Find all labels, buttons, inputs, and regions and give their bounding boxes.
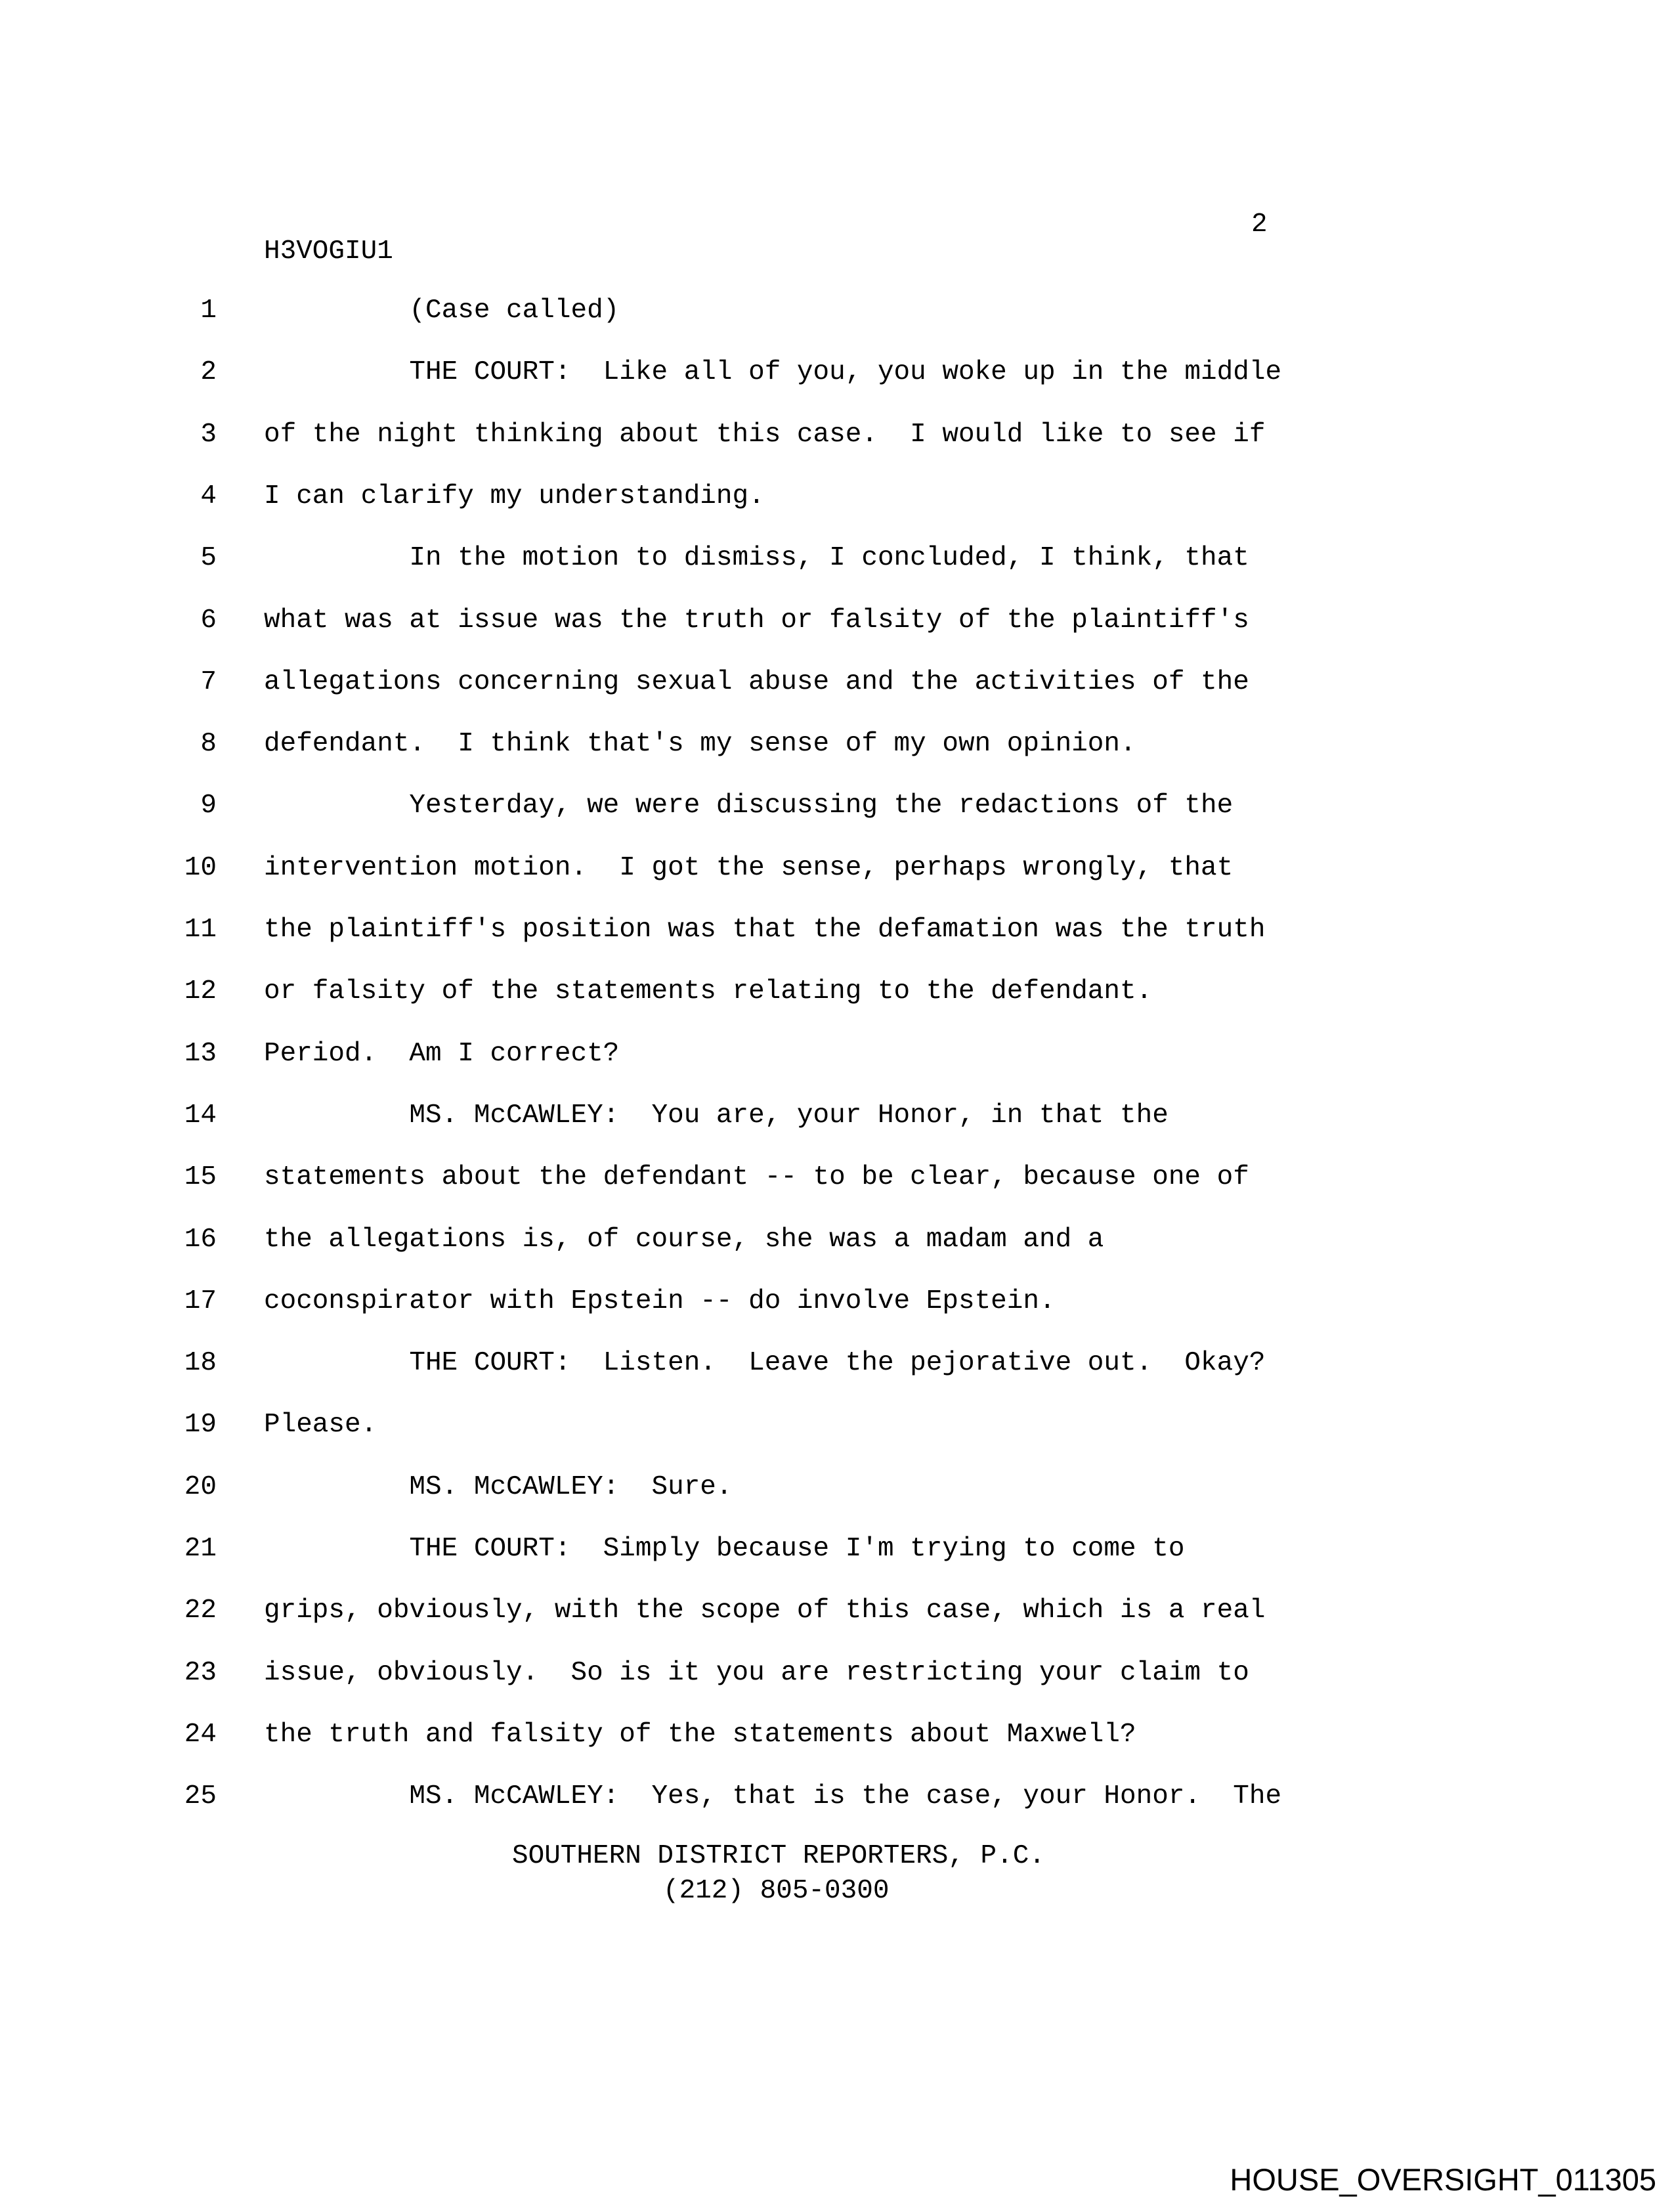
line-text: defendant. I think that's my sense of my own opinion. <box>264 729 1136 760</box>
transcript-line <box>0 1783 1674 1816</box>
line-text: of the night thinking about this case. I would like to see if <box>264 419 1266 450</box>
line-number: 21 <box>184 1534 217 1564</box>
bates-number: HOUSE_OVERSIGHT_011305 <box>1230 2162 1656 2197</box>
page-number: 2 <box>1251 209 1268 240</box>
transcript-line <box>0 666 1674 702</box>
line-text: THE COURT: Listen. Leave the pejorative out. Okay? <box>264 1348 1266 1379</box>
line-text: allegations concerning sexual abuse and the activities of the <box>264 666 1249 697</box>
line-number: 7 <box>200 666 217 697</box>
line-text: MS. McCAWLEY: You are, your Honor, in that the <box>264 1100 1169 1131</box>
line-text: the plaintiff's position was that the defamation was the truth <box>264 915 1266 945</box>
line-text: THE COURT: Simply because I'm trying to come to <box>264 1534 1185 1564</box>
transcript-line <box>0 1719 1674 1754</box>
transcript-line <box>0 1597 1674 1630</box>
line-text: MS. McCAWLEY: Yes, that is the case, your Honor. The <box>264 1781 1282 1812</box>
line-number: 20 <box>184 1471 217 1502</box>
line-text: the truth and falsity of the statements about Maxwell? <box>264 1719 1136 1750</box>
transcript-line <box>0 359 1674 392</box>
line-text: intervention motion. I got the sense, perhaps wrongly, that <box>264 852 1234 883</box>
line-number: 12 <box>184 976 217 1007</box>
transcript-line <box>0 297 1674 330</box>
transcript-line <box>0 731 1674 764</box>
line-text: statements about the defendant -- to be clear, because one of <box>264 1162 1249 1193</box>
line-text: or falsity of the statements relating to the defendant. <box>264 976 1153 1007</box>
transcript-line <box>0 978 1674 1011</box>
transcript-line <box>0 1471 1674 1507</box>
transcript-line <box>0 1102 1674 1135</box>
transcript-line <box>0 852 1674 888</box>
transcript-line <box>0 792 1674 825</box>
transcript-id: H3VOGIU1 <box>264 236 393 267</box>
footer-phone: (212) 805-0300 <box>663 1876 890 1906</box>
line-number: 3 <box>200 419 217 450</box>
line-text: MS. McCAWLEY: Sure. <box>264 1471 733 1502</box>
line-text: the allegations is, of course, she was a madam and a <box>264 1224 1104 1255</box>
line-number: 25 <box>184 1781 217 1812</box>
transcript-line <box>0 917 1674 949</box>
transcript-line <box>0 1226 1674 1259</box>
transcript-line <box>0 1164 1674 1197</box>
transcript-line <box>0 1412 1674 1444</box>
line-text: coconspirator with Epstein -- do involve Epstein. <box>264 1286 1056 1316</box>
transcript-line <box>0 1536 1674 1569</box>
line-number: 10 <box>184 852 217 883</box>
line-number: 8 <box>200 729 217 760</box>
line-text: grips, obviously, with the scope of this case, which is a real <box>264 1595 1266 1626</box>
line-text: Yesterday, we were discussing the redactions of the <box>264 791 1234 821</box>
line-number: 16 <box>184 1224 217 1255</box>
line-number: 6 <box>200 605 217 636</box>
transcript-line <box>0 1288 1674 1321</box>
line-text: Please. <box>264 1410 377 1441</box>
line-number: 1 <box>200 295 217 326</box>
line-text: THE COURT: Like all of you, you woke up in the middle <box>264 357 1282 388</box>
transcript-line <box>0 1038 1674 1073</box>
transcript-line <box>0 1657 1674 1693</box>
transcript-line <box>0 483 1674 516</box>
line-number: 18 <box>184 1348 217 1379</box>
line-number: 5 <box>200 543 217 574</box>
transcript-line <box>0 419 1674 454</box>
line-number: 4 <box>200 481 217 511</box>
line-text: In the motion to dismiss, I concluded, I think, that <box>264 543 1249 574</box>
footer-reporters: SOUTHERN DISTRICT REPORTERS, P.C. <box>512 1841 1045 1871</box>
line-text: Period. Am I correct? <box>264 1038 620 1069</box>
line-number: 15 <box>184 1162 217 1193</box>
line-number: 2 <box>200 357 217 388</box>
line-text: what was at issue was the truth or falsity of the plaintiff's <box>264 605 1249 636</box>
line-number: 14 <box>184 1100 217 1131</box>
line-number: 23 <box>184 1657 217 1688</box>
transcript-line <box>0 545 1674 578</box>
line-number: 9 <box>200 791 217 821</box>
line-number: 19 <box>184 1410 217 1441</box>
line-text: issue, obviously. So is it you are restricting your claim to <box>264 1657 1249 1688</box>
line-number: 11 <box>184 915 217 945</box>
line-number: 24 <box>184 1719 217 1750</box>
line-number: 22 <box>184 1595 217 1626</box>
transcript-line <box>0 1350 1674 1383</box>
line-text: (Case called) <box>264 295 620 326</box>
line-number: 13 <box>184 1038 217 1069</box>
transcript-line <box>0 607 1674 640</box>
line-number: 17 <box>184 1286 217 1316</box>
line-text: I can clarify my understanding. <box>264 481 765 511</box>
